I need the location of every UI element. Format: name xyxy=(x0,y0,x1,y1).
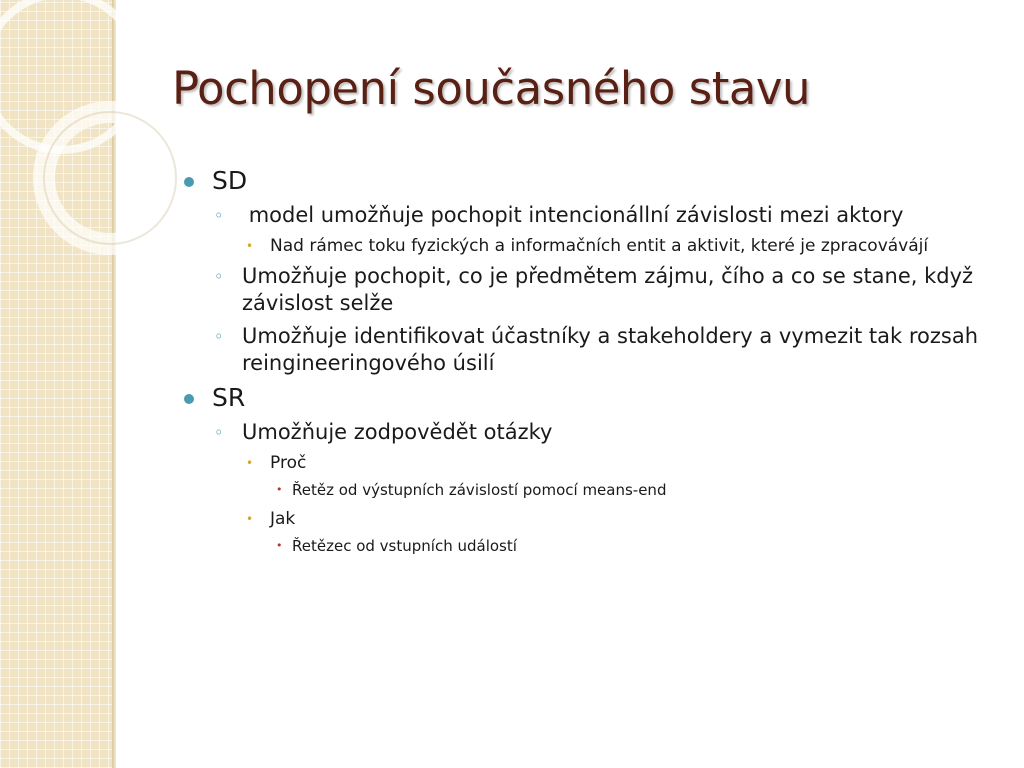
bullet-item xyxy=(214,323,990,377)
bullet-text: Umožňuje pochopit, co je předmětem zájmu, čího a co se stane, když závislost selže xyxy=(242,264,974,315)
small-dot-bullet-icon: • xyxy=(246,456,254,470)
small-dot-bullet-icon: • xyxy=(276,483,283,496)
bullet-list xyxy=(184,166,990,564)
bullet-item-sd xyxy=(184,166,990,196)
bullet-item xyxy=(214,263,990,317)
bullet-item xyxy=(270,536,990,556)
hollow-circle-bullet-icon: ◦ xyxy=(214,267,224,286)
bullet-text: Umožňuje identifikovat účastníky a stakeholdery a vymezit tak rozsah reingineeringového úsilí xyxy=(242,324,979,375)
hollow-circle-bullet-icon: ◦ xyxy=(214,327,224,346)
small-dot-bullet-icon: • xyxy=(276,539,283,552)
decorative-rings-icon xyxy=(0,0,200,260)
hollow-circle-bullet-icon: ◦ xyxy=(214,206,224,225)
hollow-circle-bullet-icon: ◦ xyxy=(214,423,224,442)
bullet-item xyxy=(214,419,990,446)
bullet-text: Nad rámec toku fyzických a informačních entit a aktivit, které je zpracovávájí xyxy=(270,236,929,256)
bullet-text: model umožňuje pochopit intencionállní závislosti mezi aktory xyxy=(242,203,904,227)
bullet-text: Proč xyxy=(270,453,307,473)
filled-circle-bullet-icon xyxy=(184,394,194,404)
bullet-item-sr xyxy=(184,383,990,413)
bullet-item xyxy=(242,452,990,474)
small-dot-bullet-icon: • xyxy=(246,512,254,526)
bullet-text: Umožňuje zodpovědět otázky xyxy=(242,420,553,444)
bullet-item xyxy=(270,480,990,500)
bullet-text: SR xyxy=(212,383,246,412)
small-dot-bullet-icon: • xyxy=(246,239,254,253)
bullet-text: SD xyxy=(212,166,248,195)
bullet-item xyxy=(242,235,990,257)
bullet-text: Řetězec od vstupních událostí xyxy=(292,537,517,555)
bullet-item xyxy=(242,508,990,530)
bullet-text: Jak xyxy=(270,509,296,529)
bullet-item xyxy=(214,202,990,229)
bullet-text: Řetěz od výstupních závislostí pomocí means-end xyxy=(292,481,667,499)
slide-title: Pochopení současného stavu xyxy=(172,62,811,115)
filled-circle-bullet-icon xyxy=(184,177,194,187)
